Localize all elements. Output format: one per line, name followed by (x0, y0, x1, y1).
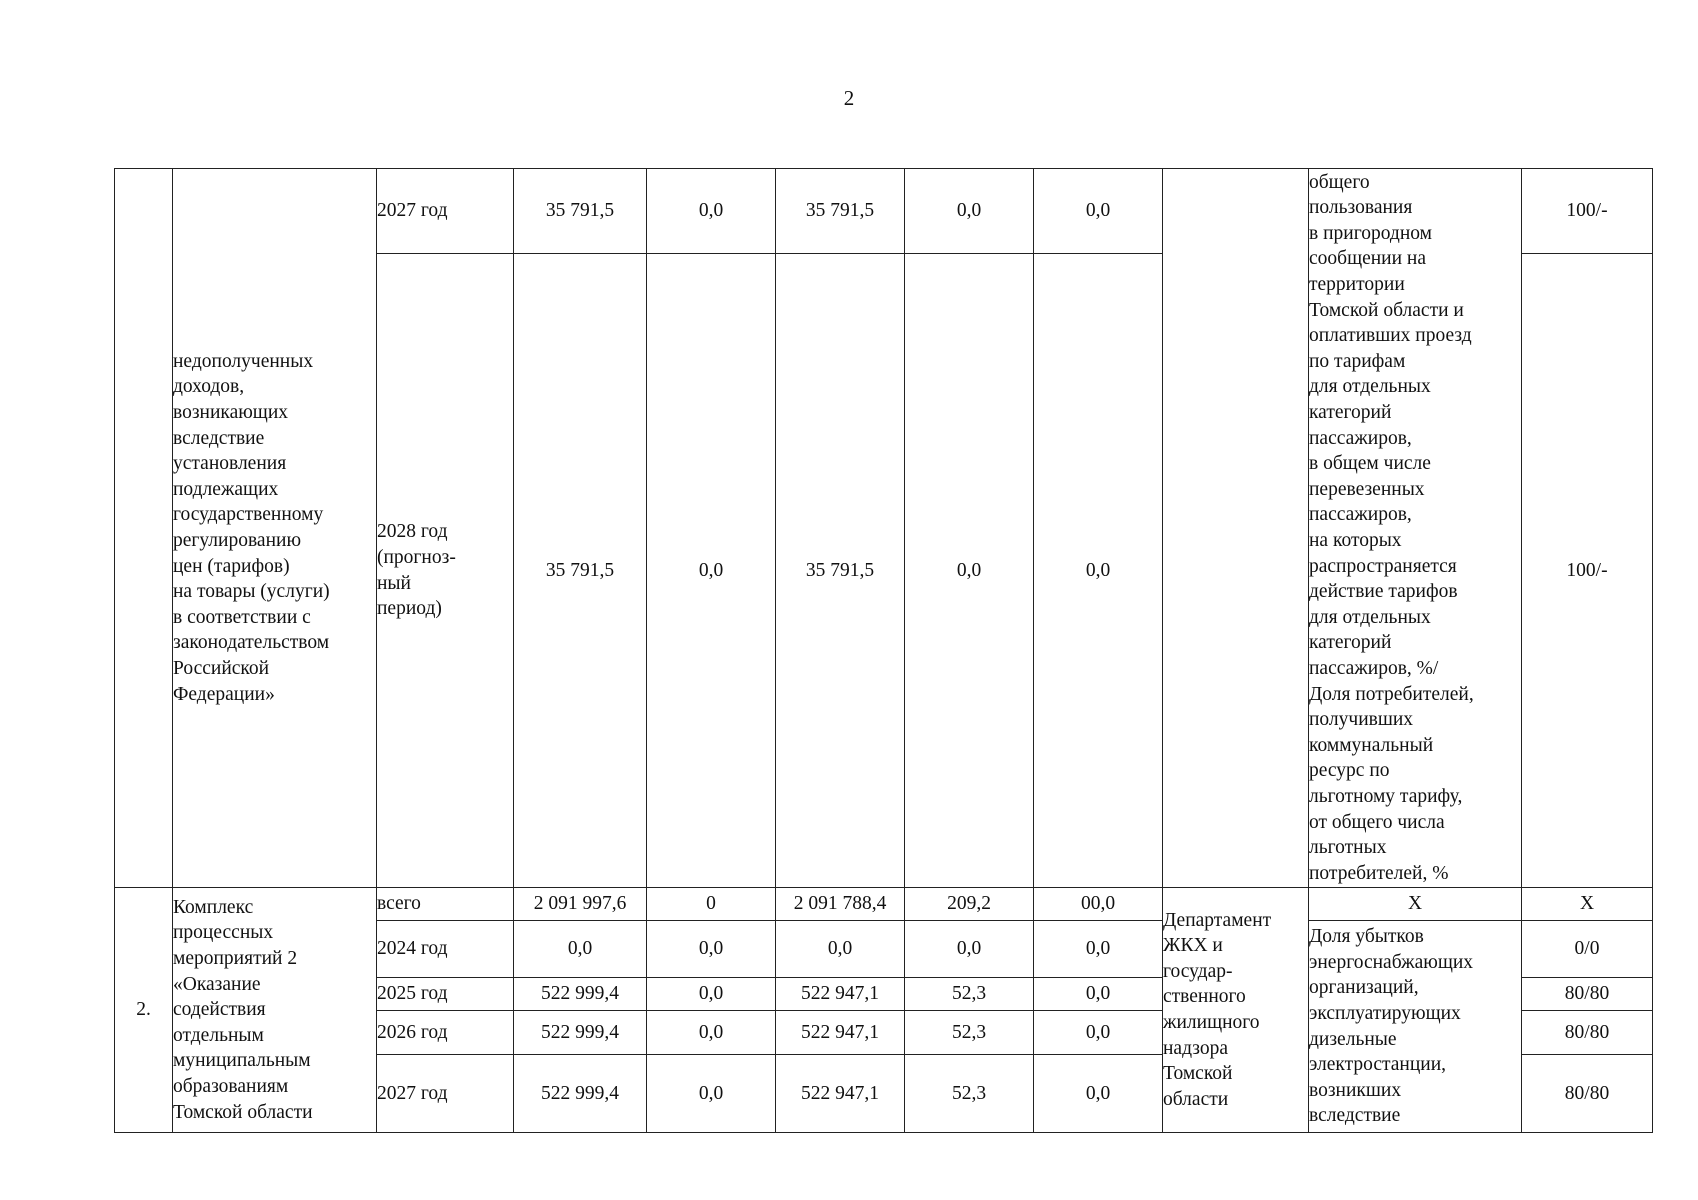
target-cell: 100/- (1522, 254, 1653, 888)
department-cell (1163, 169, 1309, 888)
value-cell: 0 (647, 888, 776, 921)
target-cell: 80/80 (1522, 1055, 1653, 1133)
value-cell: 209,2 (905, 888, 1034, 921)
value-cell: 52,3 (905, 978, 1034, 1011)
total-cell: 522 999,4 (514, 978, 647, 1011)
target-cell: 100/- (1522, 169, 1653, 254)
value-cell: 0,0 (905, 921, 1034, 978)
value-cell: 0,0 (1034, 1055, 1163, 1133)
event-name-cell: недополученных доходов, возникающих вследствие установления подлежащих государственному регулированию цен (тарифов) на товары (услуги) в соответствии с законодательством Российской Федерации» (173, 169, 377, 888)
value-cell: 0,0 (1034, 169, 1163, 254)
value-cell: 35 791,5 (776, 254, 905, 888)
period-cell: 2025 год (377, 978, 514, 1011)
period-cell: 2026 год (377, 1011, 514, 1055)
target-cell: 0/0 (1522, 921, 1653, 978)
page-number: 2 (843, 86, 855, 110)
target-cell: 80/80 (1522, 1011, 1653, 1055)
value-cell: 0,0 (1034, 921, 1163, 978)
program-table (114, 168, 1653, 1133)
value-cell: 522 947,1 (776, 978, 905, 1011)
value-cell: 52,3 (905, 1011, 1034, 1055)
value-cell: 0,0 (647, 978, 776, 1011)
event-name-cell: Комплекс процессных мероприятий 2 «Оказание содействия отдельным муниципальным образованиям Томской области (173, 888, 377, 1133)
total-cell: 35 791,5 (514, 254, 647, 888)
period-cell: 2027 год (377, 1055, 514, 1133)
target-cell: 80/80 (1522, 978, 1653, 1011)
value-cell: 0,0 (905, 254, 1034, 888)
value-cell: 00,0 (1034, 888, 1163, 921)
period-cell: 2027 год (377, 169, 514, 254)
value-cell: 0,0 (905, 169, 1034, 254)
value-cell: 0,0 (647, 169, 776, 254)
total-cell: 522 999,4 (514, 1055, 647, 1133)
table-row (115, 169, 1653, 254)
value-cell: 52,3 (905, 1055, 1034, 1133)
row-number-cell (115, 169, 173, 888)
period-cell: всего (377, 888, 514, 921)
target-cell: Х (1522, 888, 1653, 921)
value-cell: 522 947,1 (776, 1055, 905, 1133)
value-cell: 0,0 (1034, 978, 1163, 1011)
total-cell: 2 091 997,6 (514, 888, 647, 921)
value-cell: 522 947,1 (776, 1011, 905, 1055)
indicator-cell: общего пользования в пригородном сообщении на территории Томской области и оплативших проезд по тарифам для отдельных категорий пассажиров, в общем числе перевезенных пассажиров, на которых распространяется действие тарифов для отдельных категорий пассажиров, %/ Доля потребителей, получивших коммунальный ресурс по льготному тарифу, от общего числа льготных потребителей, % (1309, 169, 1522, 888)
value-cell: 0,0 (1034, 1011, 1163, 1055)
value-cell: 0,0 (1034, 254, 1163, 888)
value-cell: 0,0 (647, 1055, 776, 1133)
table-row (115, 888, 1653, 921)
value-cell: 2 091 788,4 (776, 888, 905, 921)
row-number-cell: 2. (115, 888, 173, 1133)
value-cell: 0,0 (776, 921, 905, 978)
total-cell: 522 999,4 (514, 1011, 647, 1055)
department-cell: Департамент ЖКХ и государ- ственного жилищного надзора Томской области (1163, 888, 1309, 1133)
total-cell: 0,0 (514, 921, 647, 978)
indicator-cell: Доля убытков энергоснабжающих организаций, эксплуатирующих дизельные электростанции, возникших вследствие (1309, 921, 1522, 1133)
value-cell: 0,0 (647, 1011, 776, 1055)
total-cell: 35 791,5 (514, 169, 647, 254)
indicator-cell: Х (1309, 888, 1522, 921)
period-cell: 2024 год (377, 921, 514, 978)
value-cell: 35 791,5 (776, 169, 905, 254)
value-cell: 0,0 (647, 254, 776, 888)
value-cell: 0,0 (647, 921, 776, 978)
period-cell: 2028 год (прогноз- ный период) (377, 254, 514, 888)
